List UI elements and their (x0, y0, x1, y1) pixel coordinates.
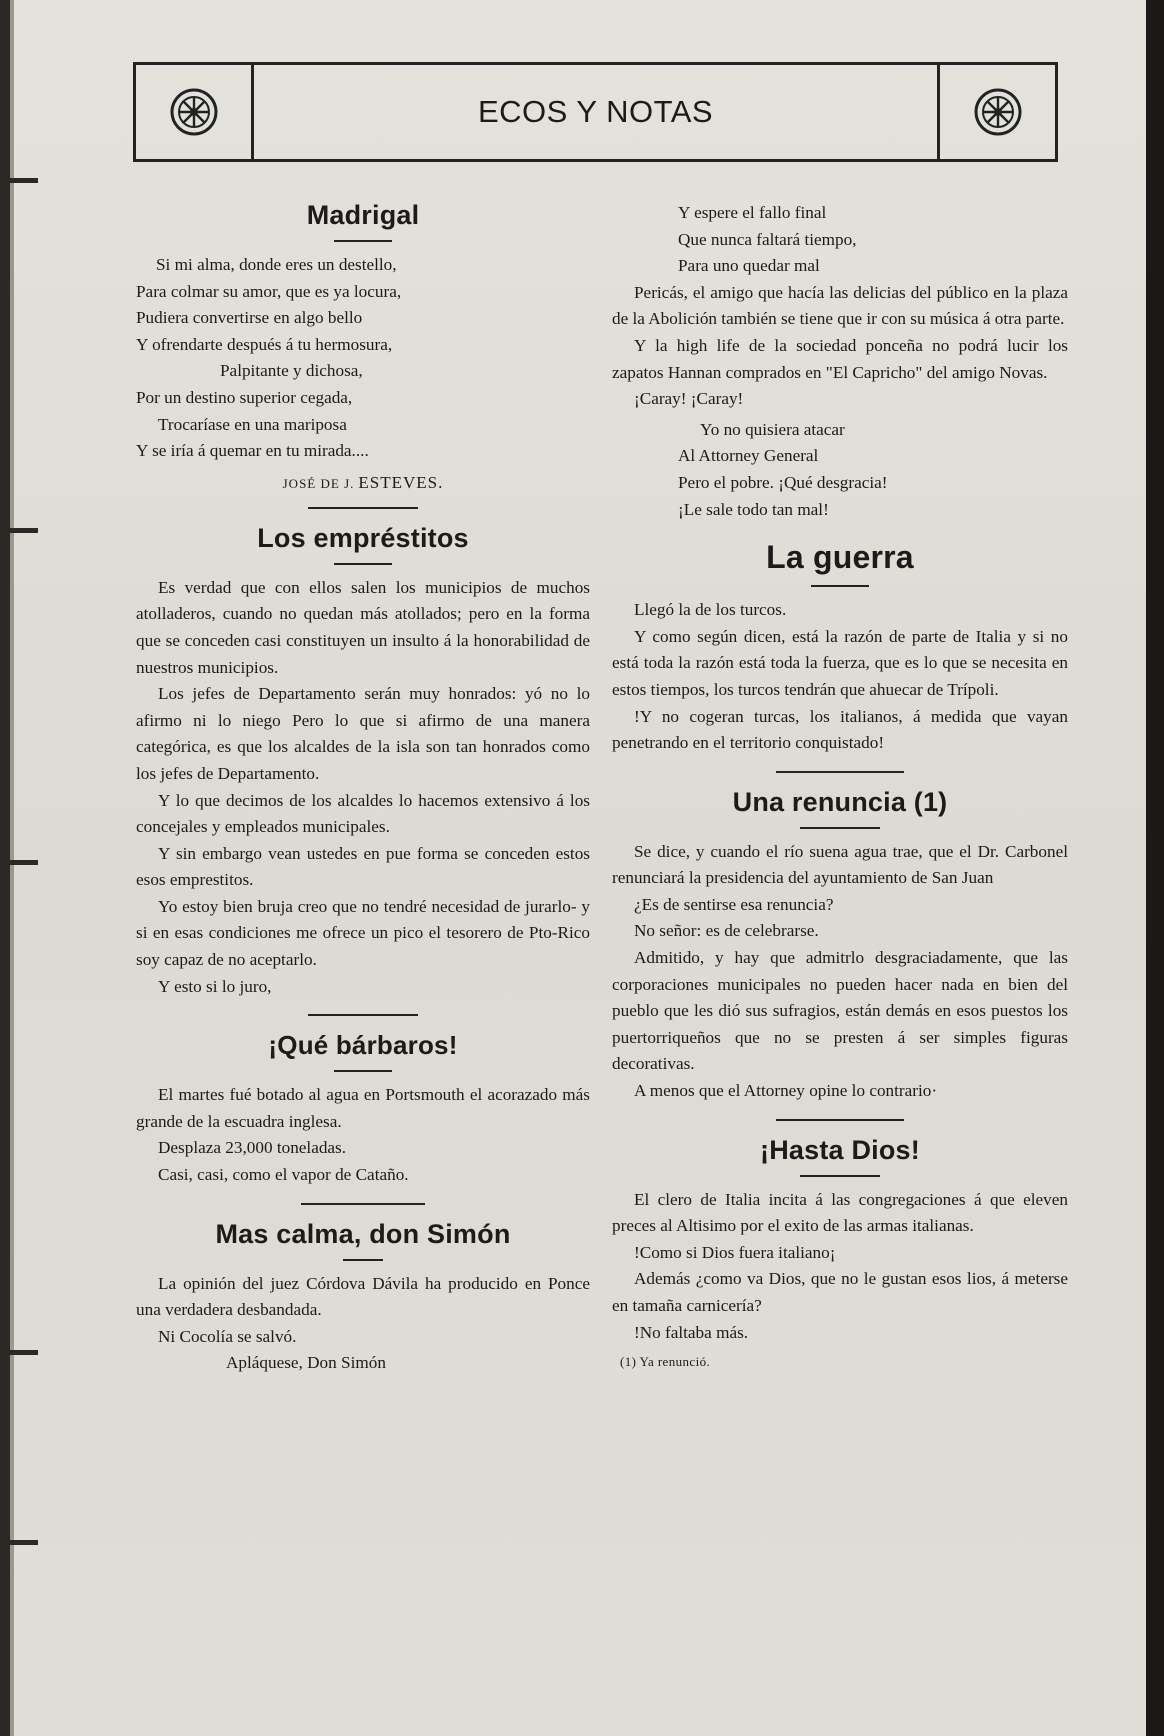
section-divider (776, 1119, 904, 1121)
binding-stitch (0, 178, 38, 183)
verse-line: Y ofrendarte después á tu hermosura, (136, 334, 393, 354)
poem-madrigal (136, 252, 590, 465)
paragraph: No señor: es de celebrarse. (634, 921, 819, 941)
title-rule (800, 827, 880, 829)
binding-shadow (10, 0, 14, 1736)
signature-initials: JOSÉ DE J. (282, 475, 355, 491)
verse-line: Pero el pobre. ¡Qué desgracia! (678, 472, 888, 492)
section-divider (776, 771, 904, 773)
paragraph: El clero de Italia incita á las congregaciones á que eleven preces al Altisimo por el exito de las armas italianas. (612, 1189, 1068, 1236)
binding-stitch (0, 528, 38, 533)
article-title-hasta-dios: ¡Hasta Dios! (760, 1134, 920, 1165)
paragraph: Y la high life de la sociedad ponceña no podrá lucir los zapatos Hannan comprados en "El Capricho" del amigo Novas. (612, 335, 1068, 382)
verse-line: Y espere el fallo final (678, 203, 827, 222)
paragraph: ¡Caray! ¡Caray! (634, 389, 744, 409)
verse-line: Palpitante y dichosa, (220, 361, 363, 381)
paragraph: !No faltaba más. (634, 1322, 749, 1342)
title-rule (334, 1070, 392, 1072)
article-title-emprestitos: Los empréstitos (257, 522, 469, 553)
paragraph: Y lo que decimos de los alcaldes lo hacemos extensivo á los concejales y empleados municipales. (136, 790, 590, 837)
signature-surname: ESTEVES. (358, 472, 444, 492)
rosette-icon (973, 87, 1023, 137)
paragraph: Se dice, y cuando el río suena agua trae, que el Dr. Carbonel renunciará la presidencia del ayuntamiento de San Juan (612, 841, 1068, 888)
paragraph: Y como según dicen, está la razón de parte de Italia y si no está toda la razón está toda la fuerza, que es lo que se necesita en estos tiempos, los turcos tendrán que ahuecar de Trípoli. (612, 626, 1068, 699)
rosette-icon (169, 87, 219, 137)
paragraph: !Y no cogeran turcas, los italianos, á medida que vayan penetrando en el territorio conquistado! (612, 706, 1068, 753)
verse-line: ¡Le sale todo tan mal! (678, 499, 829, 519)
verse-line: Para colmar su amor, que es ya locura, (136, 281, 402, 301)
binding-edge (0, 0, 10, 1736)
paragraph: Casi, casi, como el vapor de Cataño. (158, 1165, 409, 1185)
verse-line: Que nunca faltará tiempo, (678, 229, 857, 249)
poem-continuation (612, 200, 1068, 280)
footnote: (1) Ya renunció. (620, 1354, 711, 1370)
verse-line: Al Attorney General (678, 446, 819, 466)
paragraph: Los jefes de Departamento serán muy honrados: yó no lo afirmo ni lo niego Pero lo que si afirmo de una manera categórica, es que los alcaldes de la isla son tan honrados como los jefes de Departamento. (136, 684, 590, 783)
binding-stitch (0, 1540, 38, 1545)
header-title: ECOS Y NOTAS (477, 94, 714, 129)
section-header (133, 62, 1058, 162)
article-title-guerra: La guerra (766, 539, 914, 576)
verse-line: Y se iría á quemar en tu mirada.... (136, 441, 369, 461)
verse-line: Yo no quisiera atacar (700, 419, 845, 439)
title-rule (800, 1175, 880, 1177)
section-divider (301, 1203, 425, 1205)
section-divider (308, 1014, 418, 1016)
verse-line: Por un destino superior cegada, (136, 387, 353, 407)
paragraph: Además ¿como va Dios, que no le gustan esos lios, á meterse en tamaña carnicería? (612, 1269, 1068, 1315)
paragraph: Yo estoy bien bruja creo que no tendré necesidad de jurarlo- y si en esas condiciones me ofrece un pico el tesorero de Pto-Rico soy capaz de no aceptarlo. (136, 896, 590, 970)
title-rule (334, 240, 392, 242)
page-edge (1146, 0, 1164, 1736)
verse-line: Para uno quedar mal (678, 256, 820, 276)
section-divider (308, 507, 418, 509)
binding-stitch (0, 860, 38, 865)
paragraph: A menos que el Attorney opine lo contrario· (634, 1081, 938, 1101)
title-rule (811, 585, 869, 587)
article-title-madrigal: Madrigal (306, 200, 420, 230)
title-rule (343, 1259, 383, 1261)
verse-line: Trocaríase en una mariposa (158, 414, 347, 434)
paragraph: Admitido, y hay que admitrlo desgraciadamente, que las corporaciones municipales no pueden hacer nada en bien del pueblo que les dió sus sufragios, están demás en esos puestos los puertorriqueños que no se presten á ser simples figuras decorativas. (612, 948, 1068, 1074)
paragraph: El martes fué botado al agua en Portsmouth el acorazado más grande de la escuadra inglesa. (136, 1085, 590, 1131)
paragraph: Pericás, el amigo que hacía las delicias del público en la plaza de la Abolición también se tiene que ir con su música á otra parte. (612, 282, 1068, 329)
poem-stanza (612, 417, 1068, 523)
header-left-box (136, 65, 254, 159)
header-right-box (937, 65, 1055, 159)
left-column (136, 200, 590, 1377)
paragraph: Ni Cocolía se salvó. (158, 1326, 297, 1346)
paragraph: Es verdad que con ellos salen los municipios de muchos atolladeros, cuando no quedan más atollados; pero en la forma que se conceden casi constituyen un insulto á la honorabilidad de nuestros municipios. (136, 577, 590, 677)
article-title-renuncia: Una renuncia (1) (732, 786, 948, 817)
paragraph: !Como si Dios fuera italiano¡ (634, 1242, 836, 1262)
verse-line: Pudiera convertirse en algo bello (136, 308, 363, 328)
title-rule (334, 563, 392, 565)
verse-line: Si mi alma, donde eres un destello, (156, 255, 397, 274)
paragraph: ¿Es de sentirse esa renuncia? (634, 894, 834, 914)
binding-stitch (0, 1350, 38, 1355)
paragraph: Y esto si lo juro, (158, 976, 272, 996)
paragraph: Llegó la de los turcos. (634, 600, 787, 620)
article-title-barbaros: ¡Qué bárbaros! (268, 1030, 458, 1061)
article-title-calma: Mas calma, don Simón (215, 1218, 511, 1249)
paragraph: Desplaza 23,000 toneladas. (158, 1138, 347, 1158)
right-column (612, 200, 1068, 1370)
paragraph: La opinión del juez Córdova Dávila ha producido en Ponce una verdadera desbandada. (136, 1273, 590, 1320)
author-signature (136, 473, 590, 493)
closing-line: Apláquese, Don Simón (226, 1353, 386, 1373)
paragraph: Y sin embargo vean ustedes en pue forma se conceden estos esos emprestitos. (136, 843, 590, 890)
